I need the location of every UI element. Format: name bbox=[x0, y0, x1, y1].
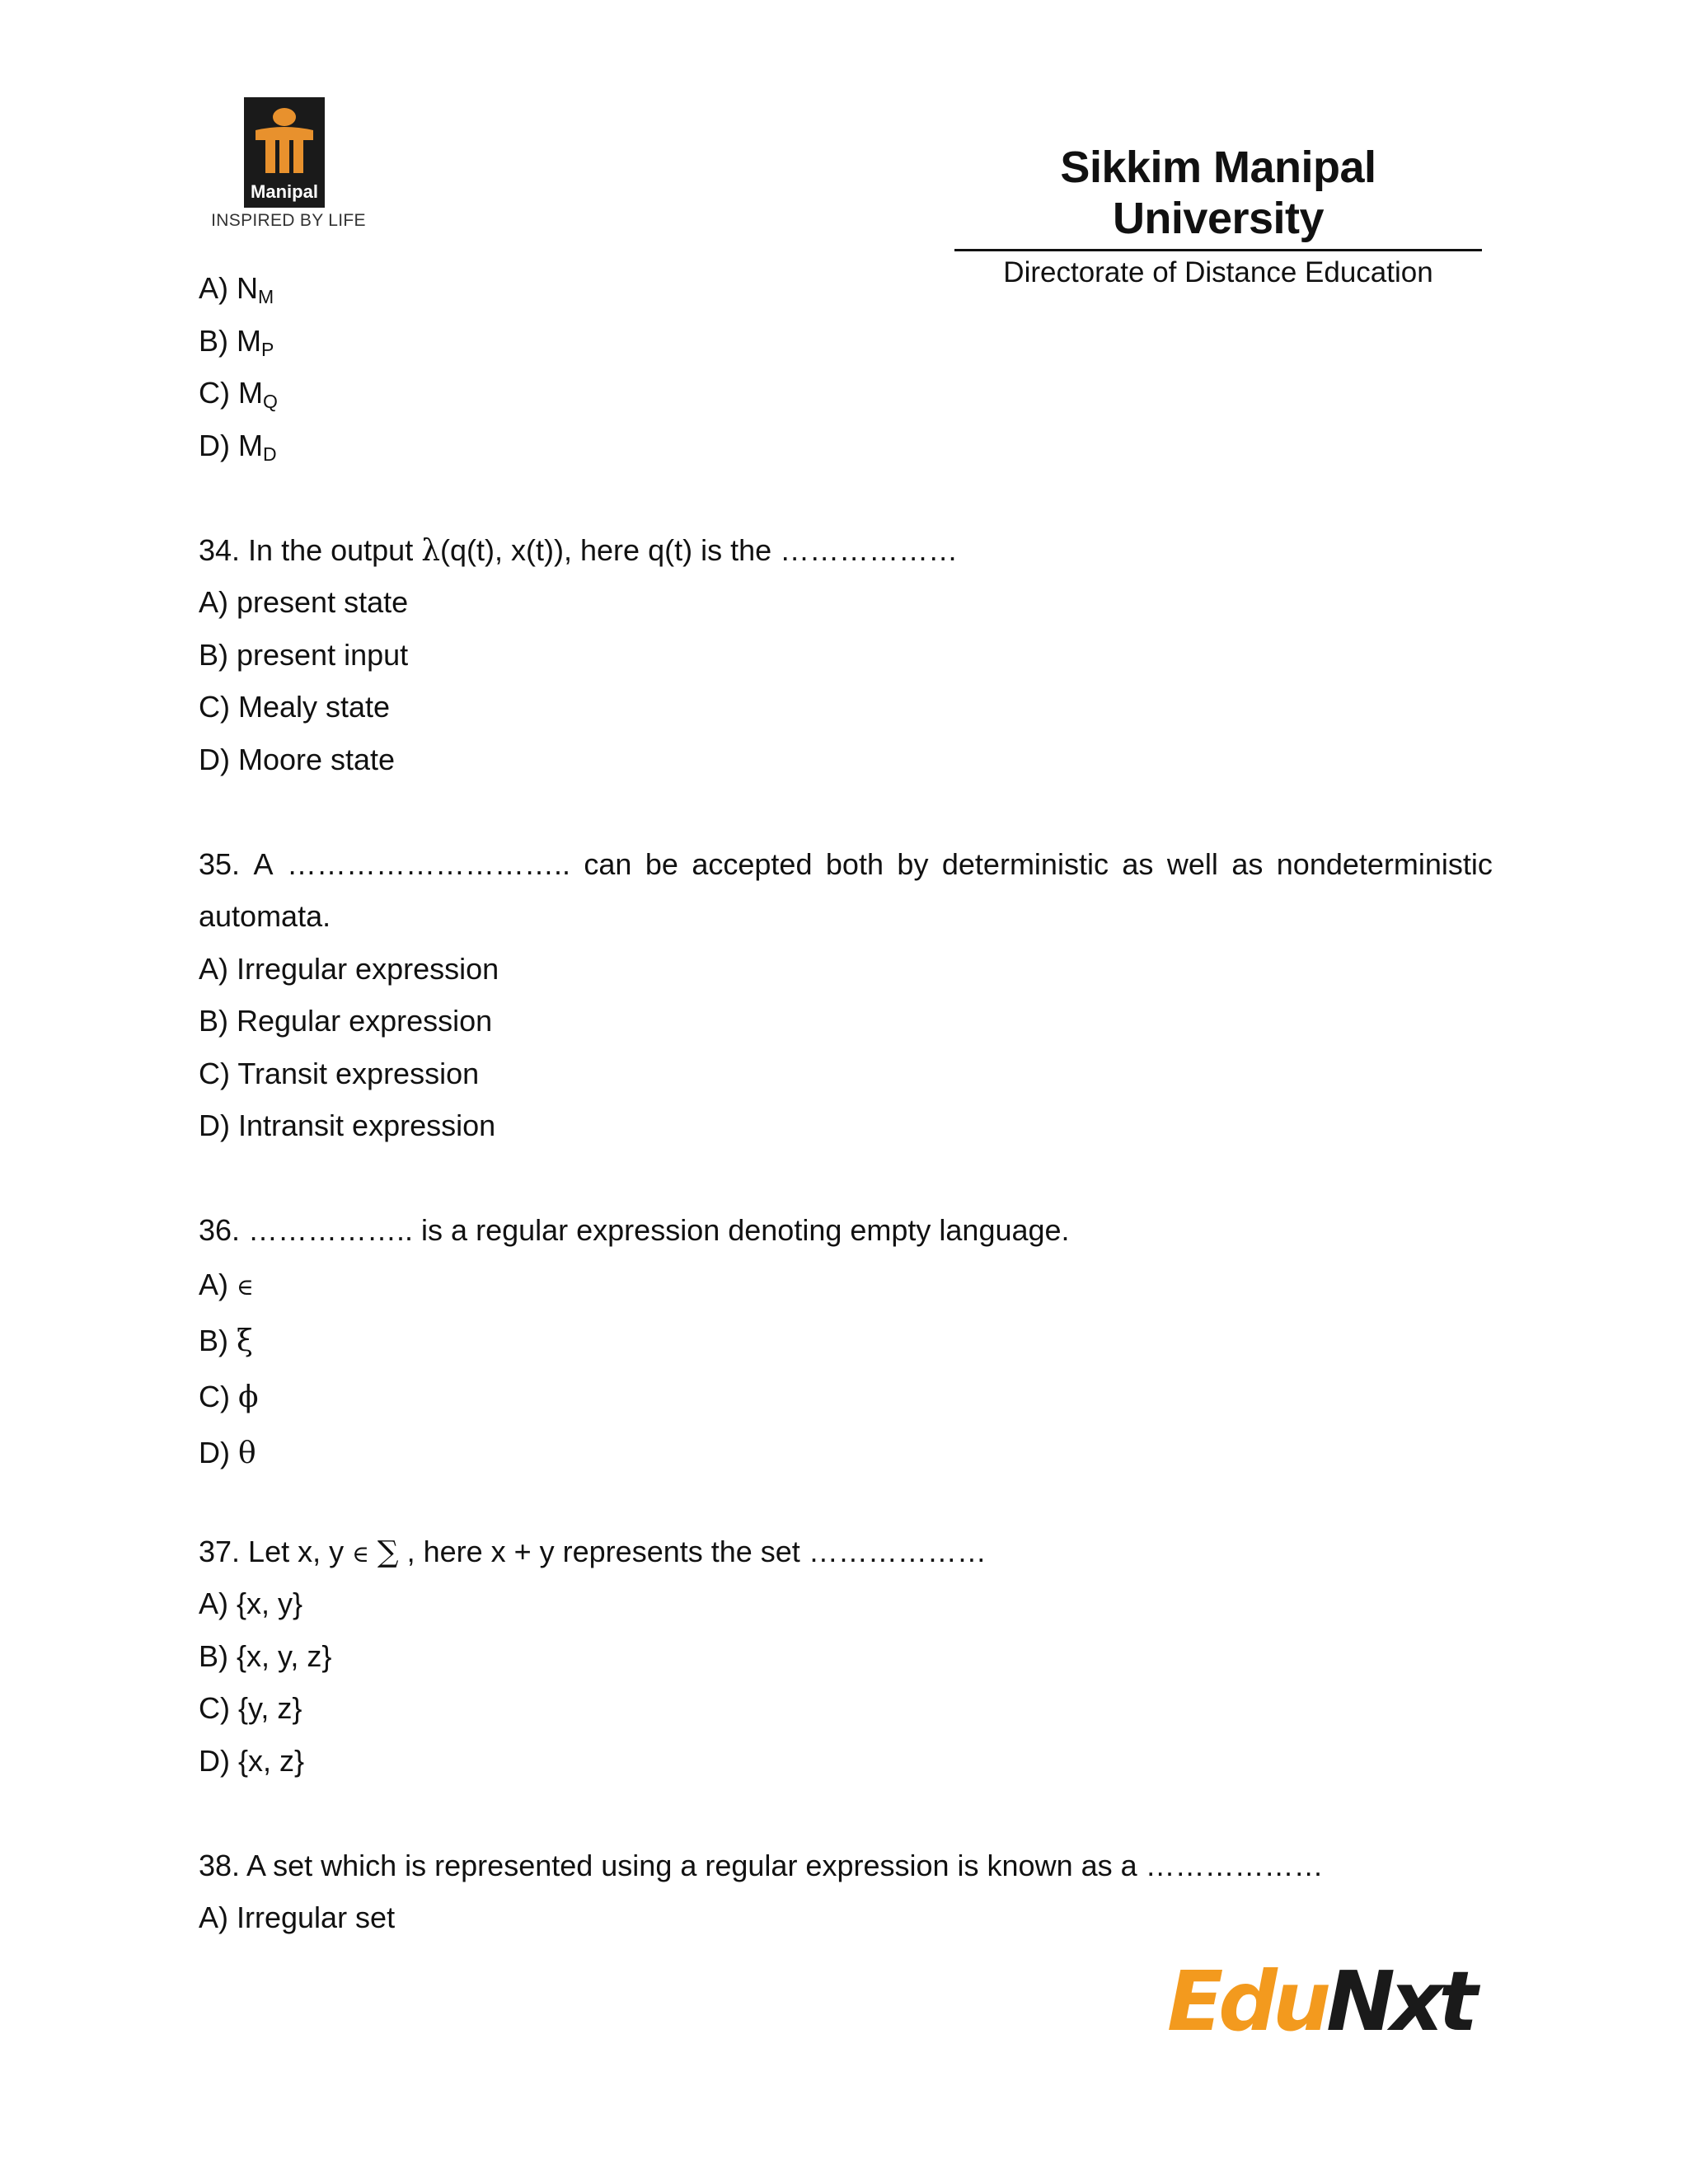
lambda-symbol: λ bbox=[421, 533, 441, 568]
q37-option-b: B) {x, y, z} bbox=[199, 1638, 332, 1673]
question-35-continued: automata. bbox=[199, 899, 331, 933]
q38-option-a: A) Irregular set bbox=[199, 1900, 396, 1934]
directorate-name: Directorate of Distance Education bbox=[1003, 256, 1433, 288]
university-name: Sikkim Manipal University bbox=[954, 142, 1482, 251]
q37-option-c: C) {y, z} bbox=[199, 1691, 302, 1725]
q35-option-b: B) Regular expression bbox=[199, 1004, 493, 1038]
q34-option-d: D) Moore state bbox=[199, 742, 396, 776]
q33-option-d: D) $M_D$ bbox=[199, 428, 277, 465]
q36-option-c: C) ϕ bbox=[199, 1379, 259, 1414]
q35-option-d: D) Intransit expression bbox=[199, 1108, 496, 1142]
edunext-logo bbox=[1167, 1953, 1473, 2050]
q34-option-b: B) present input bbox=[199, 637, 409, 672]
q37-option-d: D) {x, z} bbox=[199, 1743, 305, 1778]
q33-option-c: C) $M_Q$ bbox=[199, 376, 278, 412]
q33-option-b: B) $M_P$ bbox=[199, 323, 274, 360]
manipal-logo bbox=[202, 97, 375, 231]
q36-option-d: D) θ bbox=[199, 1435, 256, 1470]
question-content bbox=[199, 262, 1493, 1944]
logo-word: Manipal bbox=[251, 181, 318, 202]
edunext-logo-part2: Nxt bbox=[1326, 1953, 1474, 2050]
q34-option-a: A) present state bbox=[199, 585, 409, 619]
q35-option-c: C) Transit expression bbox=[199, 1056, 480, 1090]
question-34: 34. In the output λ(q(t), x(t)), here q(t) is the ……………… bbox=[199, 532, 959, 568]
question-35: 35. A ……………………….. can be accepted both by deterministic as well as nondeterministic bbox=[199, 846, 1493, 881]
question-38: 38. A set which is represented using a regular expression is known as a ……………… bbox=[199, 1848, 1324, 1882]
q36-option-a: A) ∈ bbox=[199, 1267, 254, 1301]
q36-option-b: B) ξ bbox=[199, 1323, 253, 1358]
question-37: 37. Let x, y ∈ ∑ , here x + y represents the set ……………… bbox=[199, 1534, 987, 1569]
question-36: 36. …………….. is a regular expression denoting empty language. bbox=[199, 1213, 1070, 1247]
edunext-logo-part1: Edu bbox=[1167, 1953, 1327, 2050]
q34-option-c: C) Mealy state bbox=[199, 690, 391, 724]
q35-option-a: A) Irregular expression bbox=[199, 951, 499, 986]
q37-option-a: A) {x, y} bbox=[199, 1586, 303, 1620]
q33-option-a: A) $N_M$ bbox=[199, 271, 274, 307]
logo-tagline: INSPIRED BY LIFE bbox=[211, 211, 366, 230]
manipal-emblem bbox=[244, 97, 325, 208]
